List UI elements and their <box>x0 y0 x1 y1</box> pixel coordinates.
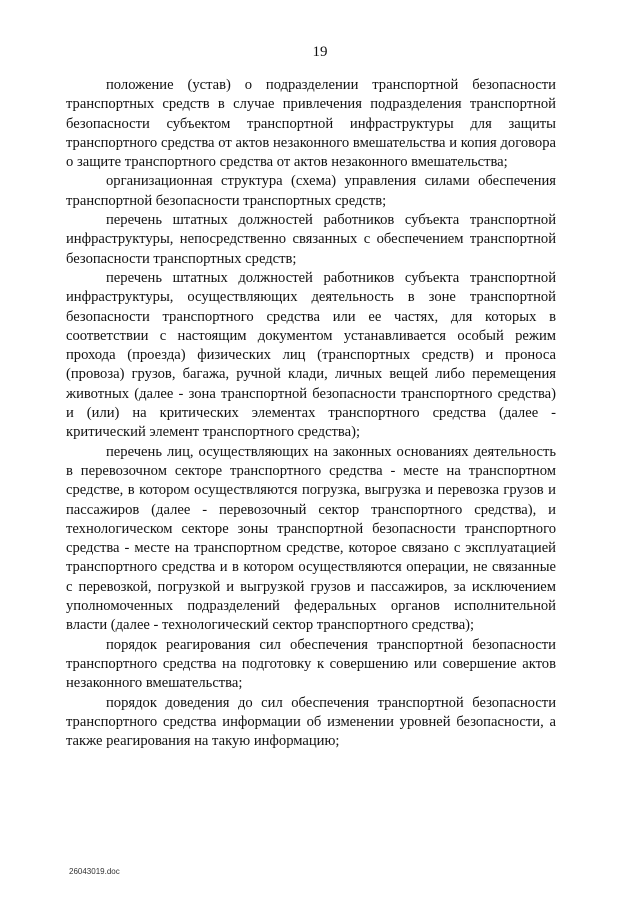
paragraph-staff-list-zone: перечень штатных должностей работников субъекта транспортной инфраструктуры, осуществляющих деятельность в зоне транспортной безопасности транспортного средства или ее частях, для которых в соответствии с настоящим документом устанавливается особый режим прохода (проезда) физических лиц (транспортных средств) и проноса (провоза) грузов, багажа, ручной клади, личных вещей либо перемещения животных (далее - зона транспортной безопасности транспортного средства) и (или) на критических элементах транспортного средства (далее - критический элемент транспортного средства); <box>66 269 556 441</box>
paragraph-staff-list-security: перечень штатных должностей работников субъекта транспортной инфраструктуры, непосредственно связанных с обеспечением транспортной безопасности транспортных средств; <box>66 212 556 267</box>
paragraph-regulation: положение (устав) о подразделении транспортной безопасности транспортных средств в случае привлечения подразделения транспортной безопасности субъектом транспортной инфраструктуры для защиты транспортного средства от актов незаконного вмешательства и копия договора о защите транспортного средства от актов незаконного вмешательства; <box>66 77 556 171</box>
paragraph-persons-list: перечень лиц, осуществляющих на законных основаниях деятельность в перевозочном секторе транспортного средства - месте на транспортном средстве, в котором осуществляются погрузка, выгрузка и перевозка грузов и пассажиров (далее - перевозочный сектор транспортного средства), и технологическом секторе зоны транспортной безопасности транспортного средства - месте на транспортном средстве, которое связано с эксплуатацией транспортного средства и в котором осуществляются операции, не связанные с перевозкой, погрузкой и выгрузкой грузов и пассажиров, за исключением уполномоченных подразделений федеральных органов исполнительной власти (далее - технологический сектор транспортного средства); <box>66 443 556 634</box>
footer-file-name: 26043019.doc <box>69 867 120 876</box>
paragraph-response-procedure: порядок реагирования сил обеспечения транспортной безопасности транспортного средства на подготовку к совершению или совершение актов незаконного вмешательства; <box>66 636 556 692</box>
paragraph-org-structure: организационная структура (схема) управления силами обеспечения транспортной безопасности транспортных средств; <box>66 173 556 209</box>
document-body <box>66 76 556 751</box>
paragraph-information-procedure: порядок доведения до сил обеспечения транспортной безопасности транспортного средства информации об изменении уровней безопасности, а также реагирования на такую информацию; <box>66 694 556 750</box>
page-number: 19 <box>312 44 328 60</box>
